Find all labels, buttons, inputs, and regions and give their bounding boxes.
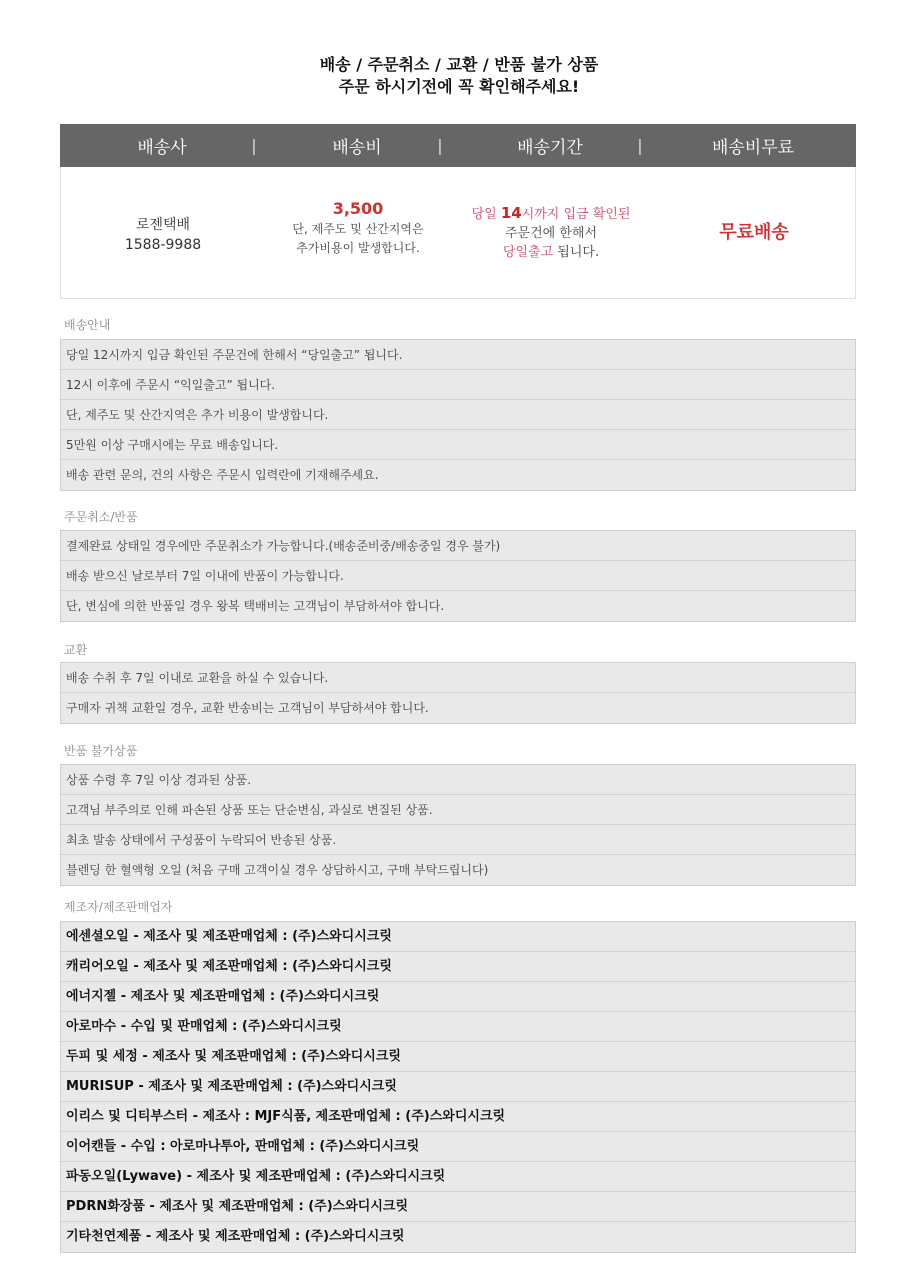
section-label-exchange: 교환: [64, 643, 88, 657]
section-label-shipping: 배송안내: [64, 318, 111, 332]
period-cell: [451, 204, 651, 262]
period-prefix: 당일: [471, 207, 501, 222]
list-item: 아로마수 - 수입 및 판매업체 : (주)스와디시크릿: [61, 1012, 855, 1042]
list-item: 5만원 이상 구매시에는 무료 배송입니다.: [61, 430, 855, 460]
period-line2: 주문건에 한해서: [504, 226, 598, 241]
section-label-cancel: 주문취소/반품: [64, 510, 138, 524]
carrier-cell: [61, 215, 265, 255]
period-hour: 14: [500, 204, 522, 222]
list-item: MURISUP - 제조사 및 제조판매업체 : (주)스와디시크릿: [61, 1072, 855, 1102]
list-item: 파동오일(Lywave) - 제조사 및 제조판매업체 : (주)스와디시크릿: [61, 1162, 855, 1192]
list-item: 고객님 부주의로 인해 파손된 상품 또는 단순변심, 과실로 변질된 상품.: [61, 795, 855, 825]
header-separator: |: [637, 136, 643, 155]
list-item: PDRN화장품 - 제조사 및 제조판매업체 : (주)스와디시크릿: [61, 1192, 855, 1222]
list-item: 배송 수취 후 7일 이내로 교환을 하실 수 있습니다.: [61, 663, 855, 693]
shipping-table-body: [60, 167, 856, 299]
header-period: 배송기간: [517, 138, 583, 158]
period-same-day: 당일출고: [502, 245, 554, 260]
header-separator: |: [437, 136, 443, 155]
period-line1: [451, 204, 651, 224]
list-item: 당일 12시까지 입금 확인된 주문건에 한해서 “당일출고” 됩니다.: [61, 340, 855, 370]
period-line3: [451, 243, 651, 262]
list-item: 단, 변심에 의한 반품일 경우 왕복 택배비는 고객님이 부담하셔야 합니다.: [66, 599, 445, 613]
section-exchange: [60, 662, 856, 724]
section-label-nonreturnable: 반품 불가상품: [64, 744, 138, 758]
header-fee: 배송비: [332, 138, 382, 158]
header-carrier: 배송사: [137, 138, 187, 158]
section-manufacturer: [60, 921, 856, 1253]
list-item: 에너지젤 - 제조사 및 제조판매업체 : (주)스와디시크릿: [61, 982, 855, 1012]
page-subtitle: 주문 하시기전에 꼭 확인해주세요!: [338, 77, 580, 96]
list-item: 두피 및 세정 - 제조사 및 제조판매업체 : (주)스와디시크릿: [61, 1042, 855, 1072]
fee-note-line1: 단, 제주도 및 산간지역은: [292, 222, 424, 236]
list-item: 기타천연제품 - 제조사 및 제조판매업체 : (주)스와디시크릿: [66, 1229, 405, 1244]
header-free: 배송비무료: [711, 138, 795, 158]
period-end: 됩니다.: [553, 245, 600, 260]
section-label-manufacturer: 제조자/제조판매업자: [64, 900, 173, 914]
section-nonreturnable: [60, 764, 856, 886]
section-cancel-return: [60, 530, 856, 622]
list-item: 최초 발송 상태에서 구성품이 누락되어 반송된 상품.: [61, 825, 855, 855]
fee-note-line2: 추가비용이 발생합니다.: [296, 241, 420, 255]
carrier-phone: 1588-9988: [124, 237, 202, 253]
list-item: 상품 수령 후 7일 이상 경과된 상품.: [61, 765, 855, 795]
list-item: 결제완료 상태일 경우에만 주문취소가 가능합니다.(배송준비중/배송중일 경우 불가): [61, 531, 855, 561]
shipping-table: [60, 124, 856, 299]
page-title: 배송 / 주문취소 / 교환 / 반품 불가 상품: [319, 55, 599, 74]
list-item: 12시 이후에 주문시 “익일출고” 됩니다.: [61, 370, 855, 400]
shipping-table-header: [60, 124, 856, 167]
header-separator: |: [251, 136, 257, 155]
fee-amount: 3,500: [332, 199, 384, 218]
list-item: 구매자 귀책 교환일 경우, 교환 반송비는 고객님이 부담하셔야 합니다.: [66, 701, 429, 715]
list-item: 이어캔들 - 수입 : 아로마나투아, 판매업체 : (주)스와디시크릿: [61, 1132, 855, 1162]
list-item: 단, 제주도 및 산간지역은 추가 비용이 발생합니다.: [61, 400, 855, 430]
list-item: 캐리어오일 - 제조사 및 제조판매업체 : (주)스와디시크릿: [61, 952, 855, 982]
free-shipping: 무료배송: [719, 222, 789, 243]
period-suffix: 시까지 입금 확인된: [521, 207, 631, 222]
list-item: 에센셜오일 - 제조사 및 제조판매업체 : (주)스와디시크릿: [61, 922, 855, 952]
list-item: 블렌딩 한 혈액형 오일 (처음 구매 고객이실 경우 상담하시고, 구매 부탁드립니다): [66, 863, 489, 877]
list-item: 이리스 및 디티부스터 - 제조사 : MJF식품, 제조판매업체 : (주)스와디시크릿: [61, 1102, 855, 1132]
free-cell: [651, 223, 857, 244]
list-item: 배송 받으신 날로부터 7일 이내에 반품이 가능합니다.: [61, 561, 855, 591]
section-shipping-info: [60, 339, 856, 491]
list-item: 배송 관련 문의, 건의 사항은 주문시 입력란에 기재해주세요.: [66, 468, 379, 482]
carrier-name: 로젠택배: [135, 217, 191, 233]
fee-cell: [265, 199, 451, 258]
